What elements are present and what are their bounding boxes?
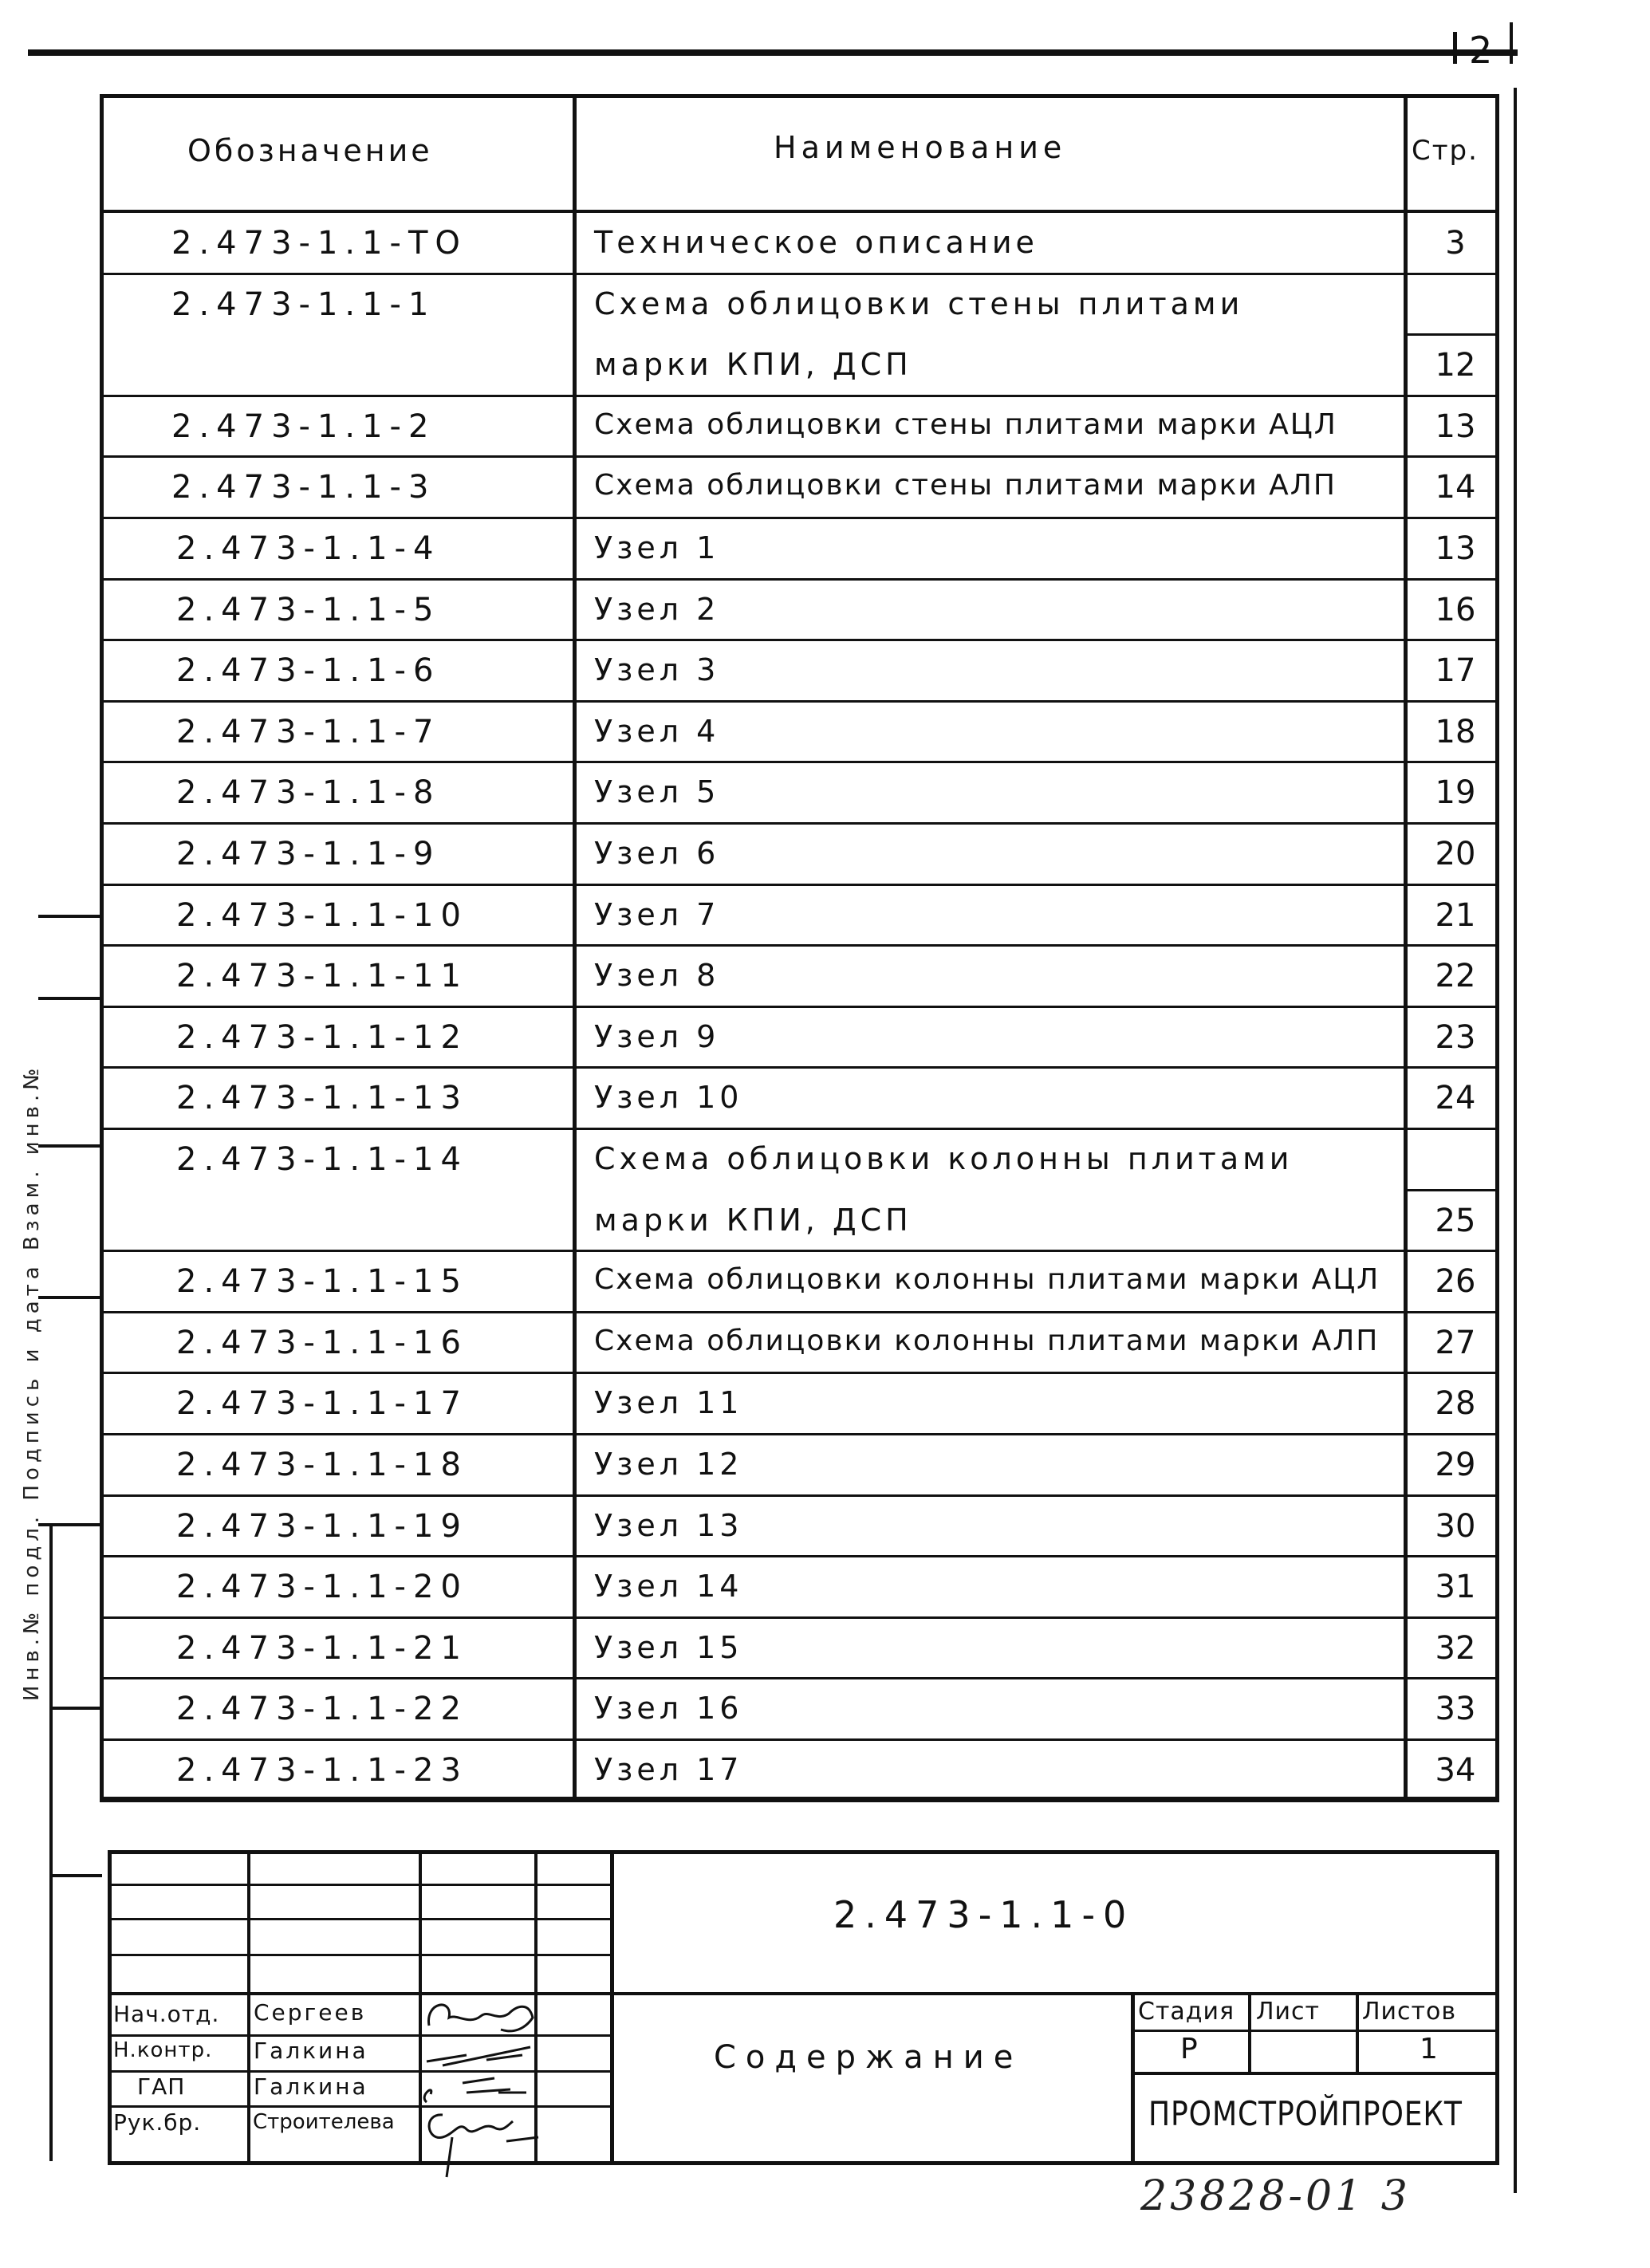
- row-name: Узел 6: [594, 836, 720, 871]
- row-separator: [100, 1738, 1499, 1741]
- tb-row-line-6: [108, 2070, 612, 2073]
- row-code: 2.473-1.1-1: [171, 285, 436, 323]
- row-name: Схема облицовки стены плитами марки АЛП: [594, 469, 1337, 502]
- row-page: 28: [1435, 1385, 1476, 1423]
- row-separator: [1405, 333, 1499, 336]
- row-separator: [100, 1372, 1499, 1374]
- stamp-tick-3: [38, 1144, 102, 1148]
- row-name: Узел 11: [594, 1385, 743, 1421]
- row-page: 12: [1435, 347, 1476, 384]
- header-designation: Обозначение: [187, 133, 433, 168]
- row-separator: [100, 1066, 1499, 1069]
- row-page: 13: [1435, 530, 1476, 567]
- stage-label: Стадия: [1138, 1998, 1235, 2026]
- row-separator: [100, 822, 1499, 825]
- stage-grid-col-1: [1248, 1992, 1251, 2072]
- header-page: Стр.: [1412, 135, 1479, 167]
- stamp-tick-2: [38, 997, 102, 1000]
- tb-row-line-3: [108, 1954, 612, 1956]
- header-name: Наименование: [774, 130, 1067, 165]
- row-code: 2.473-1.1-3: [171, 469, 436, 506]
- row-code: 2.473-1.1-16: [176, 1324, 468, 1361]
- row-code: 2.473-1.1-21: [176, 1629, 468, 1667]
- row-page: 23: [1435, 1018, 1476, 1056]
- row-code: 2.473-1.1-11: [176, 958, 468, 995]
- row-separator: [100, 1006, 1499, 1008]
- row-separator: [1405, 1189, 1499, 1191]
- tb-col-1: [247, 1850, 250, 2165]
- header-bottom-line: [100, 210, 1499, 213]
- staff-role-4: Рук.бр.: [113, 2109, 202, 2136]
- row-separator: [100, 395, 1499, 397]
- row-name: Узел 12: [594, 1447, 743, 1482]
- staff-name-4: Строителева: [253, 2110, 395, 2134]
- stage-grid-row-1: [1131, 2030, 1499, 2032]
- tb-row-line-2: [108, 1918, 612, 1920]
- row-name: Узел 14: [594, 1569, 743, 1605]
- stamp-inner-line: [49, 1523, 53, 2161]
- row-page: 31: [1435, 1569, 1476, 1606]
- signature-1: [421, 1994, 541, 2038]
- row-separator: [100, 1433, 1499, 1435]
- title-block-title: Содержание: [714, 2039, 1023, 2076]
- row-page: 18: [1435, 713, 1476, 750]
- row-separator: [100, 944, 1499, 947]
- page-number-divider: [1453, 32, 1457, 64]
- row-separator: [100, 1616, 1499, 1619]
- row-name: Узел 16: [594, 1691, 743, 1727]
- row-code: 2.473-1.1-6: [176, 652, 441, 690]
- row-name: марки КПИ, ДСП: [594, 1202, 912, 1238]
- staff-role-1: Нач.отд.: [113, 2001, 220, 2027]
- column-divider-1: [573, 94, 577, 1801]
- row-name: Схема облицовки стены плитами марки АЦЛ: [594, 408, 1337, 441]
- row-name: Узел 8: [594, 958, 720, 994]
- row-code: 2.473-1.1-22: [176, 1691, 468, 1728]
- row-page: 16: [1435, 591, 1476, 628]
- row-name: Узел 10: [594, 1080, 743, 1116]
- right-margin-line: [1514, 88, 1517, 2193]
- stage-grid-left: [1131, 1992, 1135, 2165]
- row-separator: [100, 1311, 1499, 1313]
- signature-4: [419, 2105, 546, 2181]
- row-code: 2.473-1.1-9: [176, 836, 441, 872]
- row-page: 3: [1445, 225, 1466, 262]
- row-name: Схема облицовки колонны плитами марки АЦЛ: [594, 1263, 1380, 1297]
- row-page: 14: [1435, 469, 1476, 506]
- row-page: 32: [1435, 1629, 1476, 1667]
- title-block-doc-code: 2.473-1.1-0: [833, 1893, 1135, 1936]
- row-page: 30: [1435, 1507, 1476, 1545]
- row-code: 2.473-1.1-2: [171, 408, 436, 445]
- side-stamp-text: Инв.№ подл. Подпись и дата Взам. инв.№: [20, 1063, 44, 1701]
- row-code: 2.473-1.1-12: [176, 1018, 468, 1056]
- sheets-value: 1: [1420, 2033, 1438, 2065]
- row-code: 2.473-1.1-17: [176, 1385, 468, 1423]
- tb-col-4: [610, 1850, 614, 2165]
- tb-row-line-4: [108, 1992, 1499, 1995]
- archive-number: 23828-01 3: [1140, 2172, 1411, 2220]
- row-separator: [100, 1128, 1499, 1130]
- row-separator: [100, 455, 1499, 458]
- row-name: Техническое описание: [594, 225, 1038, 260]
- stamp-tick-7: [49, 1874, 102, 1877]
- staff-role-2: Н.контр.: [113, 2038, 213, 2062]
- tb-row-line-1: [108, 1884, 612, 1886]
- stamp-tick-6: [49, 1707, 102, 1710]
- row-separator: [100, 578, 1499, 581]
- row-code: 2.473-1.1-18: [176, 1447, 468, 1483]
- row-name: Узел 4: [594, 713, 720, 749]
- row-name: Схема облицовки колонны плитами: [594, 1141, 1294, 1176]
- row-name: марки КПИ, ДСП: [594, 347, 912, 383]
- row-name: Схема облицовки колонны плитами марки АЛП: [594, 1324, 1380, 1357]
- row-code: 2.473-1.1-10: [176, 896, 468, 934]
- staff-role-3: ГАП: [137, 2073, 186, 2100]
- signature-2: [419, 2038, 538, 2069]
- row-separator: [100, 1494, 1499, 1497]
- row-name: Схема облицовки стены плитами: [594, 285, 1244, 321]
- row-name: Узел 17: [594, 1752, 743, 1787]
- row-page: 21: [1435, 896, 1476, 934]
- stamp-top-tick: [38, 915, 102, 918]
- stage-grid-row-2: [1131, 2072, 1499, 2075]
- signature-3: [415, 2072, 534, 2108]
- row-page: 17: [1435, 652, 1476, 690]
- stamp-tick-4: [38, 1296, 102, 1299]
- top-border-line: [28, 49, 1518, 56]
- row-name: Узел 2: [594, 591, 720, 627]
- row-page: 24: [1435, 1080, 1476, 1117]
- row-name: Узел 13: [594, 1507, 743, 1543]
- stamp-tick-5: [38, 1523, 102, 1526]
- row-page: 29: [1435, 1447, 1476, 1483]
- row-page: 13: [1435, 408, 1476, 445]
- row-page: 19: [1435, 774, 1476, 812]
- row-page: 25: [1435, 1202, 1476, 1239]
- row-code: 2.473-1.1-8: [176, 774, 441, 812]
- row-separator: [100, 1555, 1499, 1557]
- row-page: 20: [1435, 836, 1476, 872]
- row-code: 2.473-1.1-ТО: [171, 225, 467, 262]
- row-code: 2.473-1.1-20: [176, 1569, 468, 1606]
- row-code: 2.473-1.1-14: [176, 1141, 468, 1178]
- row-separator: [100, 1250, 1499, 1252]
- row-code: 2.473-1.1-19: [176, 1507, 468, 1545]
- row-separator: [100, 639, 1499, 641]
- row-name: Узел 9: [594, 1018, 720, 1054]
- row-separator: [100, 1800, 1499, 1802]
- organization-name: ПРОМСТРОЙПРОЕКТ: [1148, 2094, 1463, 2133]
- row-separator: [100, 517, 1499, 519]
- row-page: 22: [1435, 958, 1476, 995]
- row-separator: [100, 700, 1499, 703]
- row-code: 2.473-1.1-13: [176, 1080, 468, 1117]
- row-code: 2.473-1.1-4: [176, 530, 441, 567]
- row-code: 2.473-1.1-15: [176, 1263, 468, 1301]
- row-code: 2.473-1.1-23: [176, 1752, 468, 1789]
- row-separator: [100, 1677, 1499, 1679]
- sheet-label: Лист: [1256, 1998, 1321, 2026]
- row-name: Узел 15: [594, 1629, 743, 1665]
- page-number: 2: [1469, 29, 1493, 72]
- row-page: 27: [1435, 1324, 1476, 1361]
- staff-name-1: Сергеев: [254, 1999, 367, 2026]
- row-separator: [100, 884, 1499, 886]
- row-name: Узел 1: [594, 530, 720, 565]
- row-separator: [100, 273, 1499, 275]
- row-page: 33: [1435, 1691, 1476, 1728]
- row-code: 2.473-1.1-5: [176, 591, 441, 628]
- row-separator: [100, 761, 1499, 763]
- sheets-label: Листов: [1362, 1998, 1457, 2026]
- staff-name-2: Галкина: [254, 2038, 368, 2064]
- staff-name-3: Галкина: [254, 2073, 368, 2100]
- stage-grid-col-2: [1356, 1992, 1359, 2072]
- stage-value: Р: [1180, 2033, 1198, 2065]
- row-name: Узел 5: [594, 774, 720, 810]
- row-page: 34: [1435, 1752, 1476, 1789]
- row-name: Узел 3: [594, 652, 720, 688]
- row-name: Узел 7: [594, 896, 720, 932]
- row-code: 2.473-1.1-7: [176, 713, 441, 750]
- page-number-right-edge: [1510, 22, 1513, 64]
- row-page: 26: [1435, 1263, 1476, 1301]
